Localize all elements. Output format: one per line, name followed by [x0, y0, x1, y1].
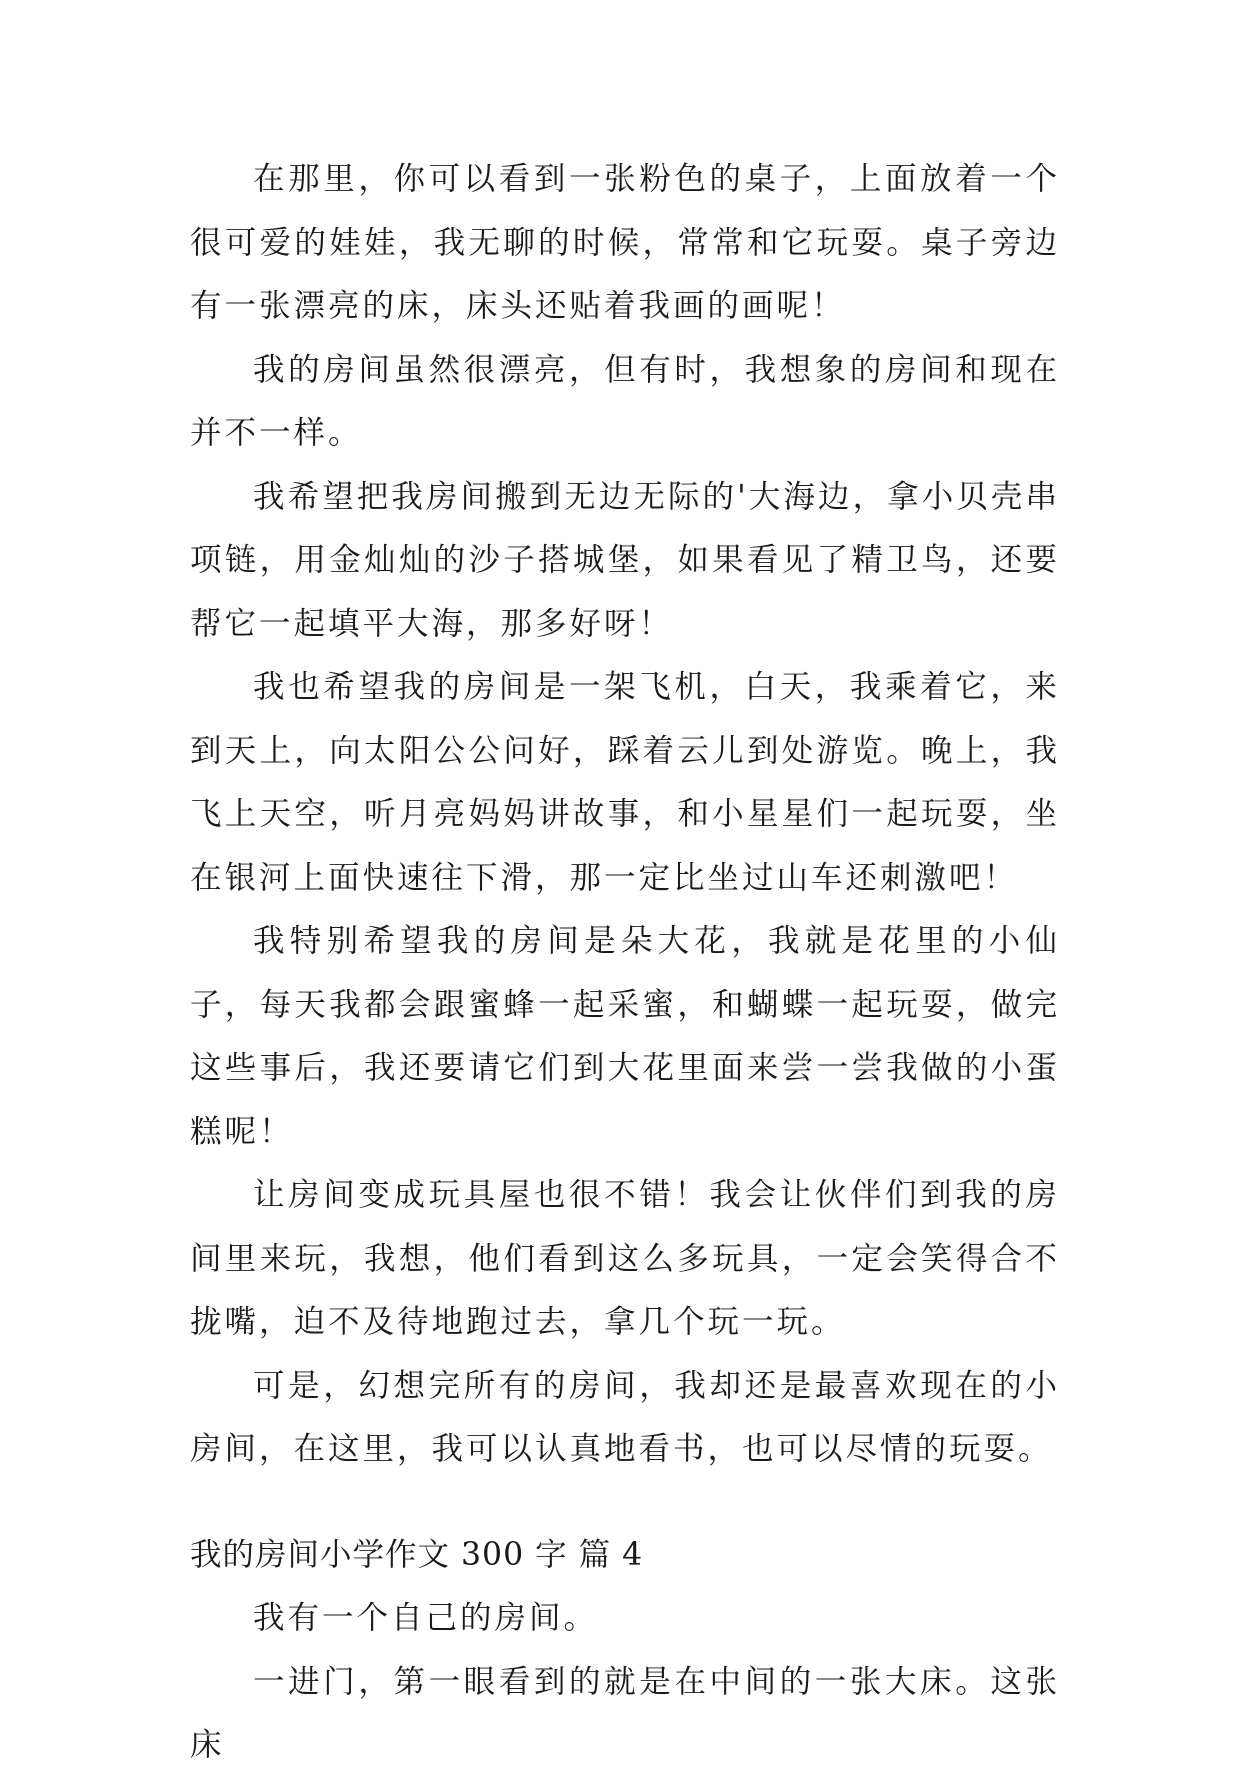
document-body: [190, 148, 1060, 1778]
paragraph-airplane: 我也希望我的房间是一架飞机，白天，我乘着它，来到天上，向太阳公公问好，踩着云儿到处游览。晚上，我飞上天空，听月亮妈妈讲故事，和小星星们一起玩耍，坐在银河上面快速往下滑，那一定比坐过山车还刺激吧！: [190, 669, 1060, 896]
section-heading: 我的房间小学作文 300 字 篇 4: [190, 1536, 644, 1573]
paragraph-desk-and-bed: 在那里，你可以看到一张粉色的桌子，上面放着一个很可爱的娃娃，我无聊的时候，常常和它玩耍。桌子旁边有一张漂亮的床，床头还贴着我画的画呢！: [190, 161, 1060, 324]
paragraph-own-room: 我有一个自己的房间。: [253, 1600, 599, 1636]
paragraph-flower: 我特别希望我的房间是朵大花，我就是花里的小仙子，每天我都会跟蜜蜂一起采蜜，和蝴蝶一起玩耍，做完这些事后，我还要请它们到大花里面来尝一尝我做的小蛋糕呢！: [190, 923, 1060, 1150]
paragraph-big-bed: 一进门，第一眼看到的就是在中间的一张大床。这张床: [190, 1663, 1060, 1763]
paragraph-conclusion: 可是，幻想完所有的房间，我却还是最喜欢现在的小房间，在这里，我可以认真地看书，也可以尽情的玩耍。: [190, 1367, 1060, 1467]
paragraph-toy-house: 让房间变成玩具屋也很不错！我会让伙伴们到我的房间里来玩，我想，他们看到这么多玩具，一定会笑得合不拢嘴，迫不及待地跑过去，拿几个玩一玩。: [190, 1177, 1060, 1340]
paragraph-seaside: 我希望把我房间搬到无边无际的'大海边，拿小贝壳串项链，用金灿灿的沙子搭城堡，如果看见了精卫鸟，还要帮它一起填平大海，那多好呀！: [190, 478, 1060, 642]
paragraph-imagined-room: 我的房间虽然很漂亮，但有时，我想象的房间和现在并不一样。: [190, 351, 1060, 451]
